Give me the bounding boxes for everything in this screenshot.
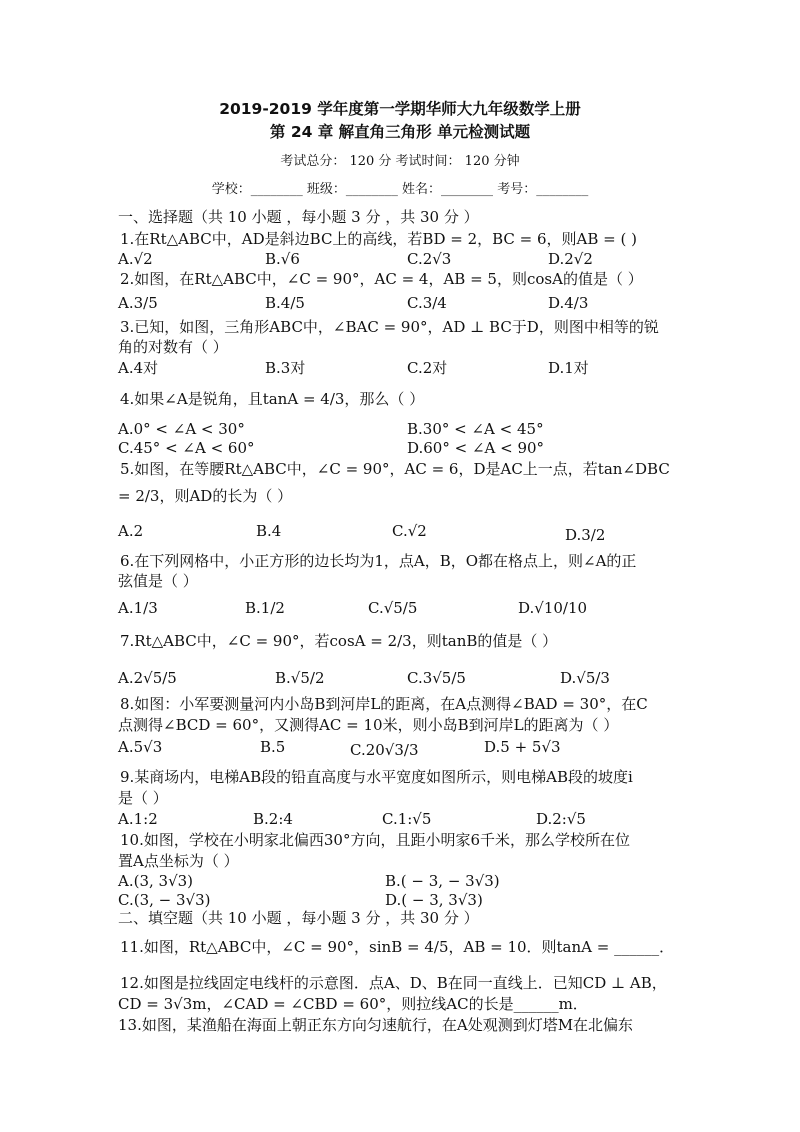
q5-stem-line1: 5.如图，在等腰Rt△ABC中，∠C = 90°，AC = 6，D是AC上一点，若tan∠DBC [120, 460, 670, 478]
q9-stem-line2: 是（ ） [118, 789, 168, 807]
q3-stem-line2: 角的对数有（ ） [118, 338, 228, 356]
q9-option-d: D.2:√5 [536, 810, 586, 828]
q1-option-b: B.√6 [265, 250, 300, 268]
q6-option-d: D.√10/10 [518, 599, 588, 617]
q8-option-b: B.5 [260, 738, 286, 756]
q4-stem: 4.如果∠A是锐角，且tanA = 4/3，那么（ ） [120, 390, 425, 408]
section2-heading: 二、填空题（共 10 小题 ，每小题 3 分 ，共 30 分 ） [118, 909, 479, 927]
q1-stem: 1.在Rt△ABC中，AD是斜边BC上的高线，若BD = 2，BC = 6，则AB = ( ) [120, 230, 637, 248]
q7-option-a: A.2√5/5 [118, 669, 177, 687]
q10-stem-line2: 置A点坐标为（ ） [118, 852, 239, 870]
q9-option-b: B.2:4 [253, 810, 293, 828]
q8-option-d: D.5 + 5√3 [484, 738, 561, 756]
q10-stem-line1: 10.如图，学校在小明家北偏西30°方向，且距小明家6千米，那么学校所在位 [120, 831, 630, 849]
q10-option-b: B.( − 3, − 3√3) [385, 872, 500, 890]
q12-text-line1: 12.如图是拉线固定电线杆的示意图．点A、D、B在同一直线上．已知CD ⊥ AB， [120, 974, 667, 992]
q1-option-c: C.2√3 [407, 250, 452, 268]
q8-stem-line2: 点测得∠BCD = 60°，又测得AC = 10米，则小岛B到河岸L的距离为（ ） [118, 716, 619, 734]
q2-option-b: B.4/5 [265, 294, 305, 312]
q2-option-a: A.3/5 [118, 294, 158, 312]
q4-option-c: C.45° < ∠A < 60° [118, 439, 255, 457]
q4-option-b: B.30° < ∠A < 45° [407, 420, 544, 438]
section1-heading: 一、选择题（共 10 小题 ，每小题 3 分 ，共 30 分 ） [118, 208, 479, 226]
q6-stem-line1: 6.在下列网格中，小正方形的边长均为1，点A，B，O都在格点上，则∠A的正 [120, 552, 637, 570]
q7-option-b: B.√5/2 [275, 669, 325, 687]
q2-option-c: C.3/4 [407, 294, 447, 312]
q9-option-a: A.1:2 [118, 810, 158, 828]
q3-option-d: D.1对 [548, 359, 589, 377]
q2-option-d: D.4/3 [548, 294, 589, 312]
q8-option-a: A.5√3 [118, 738, 163, 756]
q3-option-c: C.2对 [407, 359, 448, 377]
q10-option-d: D.( − 3, 3√3) [385, 891, 483, 909]
q5-option-c: C.√2 [392, 522, 427, 540]
q5-option-a: A.2 [118, 522, 144, 540]
q8-stem-line1: 8.如图：小军要测量河内小岛B到河岸L的距离，在A点测得∠BAD = 30°，在C [120, 695, 648, 713]
q1-option-a: A.√2 [118, 250, 153, 268]
q11-text: 11.如图，Rt△ABC中，∠C = 90°，sinB = 4/5，AB = 10．则tanA = ______． [120, 938, 675, 956]
q3-stem-line1: 3.已知，如图，三角形ABC中，∠BAC = 90°，AD ⊥ BC于D，则图中相等的锐 [120, 318, 659, 336]
exam-title-line2: 第 24 章 解直角三角形 单元检测试题 [269, 123, 531, 141]
q12-text-line2: CD = 3√3m，∠CAD = ∠CBD = 60°，则拉线AC的长是______m． [118, 995, 588, 1013]
q9-option-c: C.1:√5 [382, 810, 432, 828]
q6-stem-line2: 弦值是（ ） [118, 572, 198, 590]
q4-option-a: A.0° < ∠A < 30° [118, 420, 245, 438]
q10-option-a: A.(3, 3√3) [118, 872, 194, 890]
q10-option-c: C.(3, − 3√3) [118, 891, 211, 909]
q5-option-d: D.3/2 [565, 526, 606, 544]
q8-option-c: C.20√3/3 [350, 741, 419, 759]
q5-option-b: B.4 [256, 522, 282, 540]
q2-stem: 2.如图，在Rt△ABC中，∠C = 90°，AC = 4，AB = 5，则cosA的值是（ ） [120, 270, 643, 288]
q7-stem: 7.Rt△ABC中，∠C = 90°，若cosA = 2/3，则tanB的值是（ ） [120, 632, 558, 650]
q6-option-b: B.1/2 [245, 599, 285, 617]
q6-option-c: C.√5/5 [368, 599, 418, 617]
student-info: 学校：________ 班级：________ 姓名：________ 考号：________ [211, 182, 589, 197]
q3-option-b: B.3对 [265, 359, 306, 377]
exam-info: 考试总分： 120 分 考试时间： 120 分钟 [280, 154, 520, 169]
q6-option-a: A.1/3 [118, 599, 158, 617]
q7-option-d: D.√5/3 [560, 669, 610, 687]
q7-option-c: C.3√5/5 [407, 669, 466, 687]
q3-option-a: A.4对 [118, 359, 159, 377]
q1-option-d: D.2√2 [548, 250, 593, 268]
exam-title-line1: 2019-2019 学年度第一学期华师大九年级数学上册 [219, 100, 581, 118]
q13-text-line1: 13.如图，某渔船在海面上朝正东方向匀速航行，在A处观测到灯塔M在北偏东 [118, 1016, 634, 1034]
q5-stem-line2: = 2/3，则AD的长为（ ） [118, 487, 293, 505]
q4-option-d: D.60° < ∠A < 90° [407, 439, 545, 457]
q9-stem-line1: 9.某商场内，电梯AB段的铅直高度与水平宽度如图所示，则电梯AB段的坡度i [120, 768, 633, 786]
